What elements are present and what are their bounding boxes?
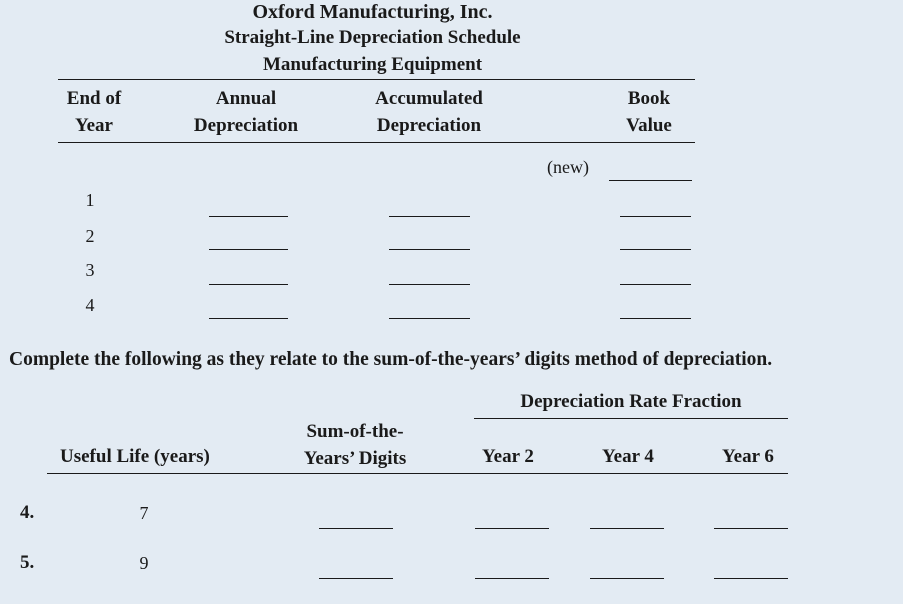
annual-depreciation-blank[interactable]	[209, 284, 288, 285]
new-label: (new)	[547, 157, 589, 177]
year-6-fraction-blank[interactable]	[714, 528, 788, 529]
schedule-title: Straight-Line Depreciation Schedule	[224, 27, 521, 48]
year-number: 1	[85, 190, 95, 210]
year-4-fraction-blank[interactable]	[590, 528, 664, 529]
col-header-year-6: Year 6	[722, 446, 774, 467]
year-number: 3	[85, 260, 95, 280]
asset-name: Manufacturing Equipment	[262, 54, 483, 75]
annual-depreciation-blank[interactable]	[209, 318, 288, 319]
schedule-header	[0, 0, 745, 78]
year-number: 4	[85, 295, 95, 315]
book-value-new-blank	[609, 180, 692, 181]
header-bottom-rule	[58, 142, 695, 143]
table-top-rule	[58, 79, 695, 80]
book-value-blank[interactable]	[620, 284, 691, 285]
col-header-useful-life: Useful Life (years)	[60, 446, 210, 467]
company-name: Oxford Manufacturing, Inc.	[252, 1, 493, 23]
accumulated-depreciation-blank[interactable]	[389, 318, 470, 319]
accumulated-depreciation-blank[interactable]	[389, 216, 470, 217]
syd-header-bottom-rule	[47, 473, 788, 474]
col-header-year-2: Year 2	[482, 446, 534, 467]
problem-number: 4.	[20, 502, 35, 523]
book-value-blank[interactable]	[620, 249, 691, 250]
useful-life-value: 9	[139, 553, 149, 573]
accumulated-depreciation-blank[interactable]	[389, 249, 470, 250]
rate-fraction-group-rule	[474, 418, 788, 419]
book-value-blank[interactable]	[620, 318, 691, 319]
col-header-book-value: Book Value	[626, 88, 672, 136]
syd-digits-blank[interactable]	[319, 578, 393, 579]
year-4-fraction-blank[interactable]	[590, 578, 664, 579]
syd-instruction: Complete the following as they relate to the sum-of-the-years’ digits method of depreciation.	[9, 349, 773, 370]
year-number: 2	[85, 226, 95, 246]
col-header-annual-depreciation: Annual Depreciation	[193, 88, 299, 136]
accumulated-depreciation-blank[interactable]	[389, 284, 470, 285]
col-header-syd-digits: Sum-of-the- Years’ Digits	[303, 421, 407, 469]
col-header-end-of-year: End of Year	[66, 88, 122, 136]
year-2-fraction-blank[interactable]	[475, 578, 549, 579]
year-6-fraction-blank[interactable]	[714, 578, 788, 579]
useful-life-value: 7	[139, 503, 149, 523]
year-2-fraction-blank[interactable]	[475, 528, 549, 529]
annual-depreciation-blank[interactable]	[209, 216, 288, 217]
col-header-year-4: Year 4	[602, 446, 654, 467]
book-value-blank[interactable]	[620, 216, 691, 217]
problem-number: 5.	[20, 552, 35, 573]
rate-fraction-group-header: Depreciation Rate Fraction	[520, 391, 742, 412]
syd-digits-blank[interactable]	[319, 528, 393, 529]
annual-depreciation-blank[interactable]	[209, 249, 288, 250]
col-header-accumulated-depreciation: Accumulated Depreciation	[375, 88, 483, 136]
